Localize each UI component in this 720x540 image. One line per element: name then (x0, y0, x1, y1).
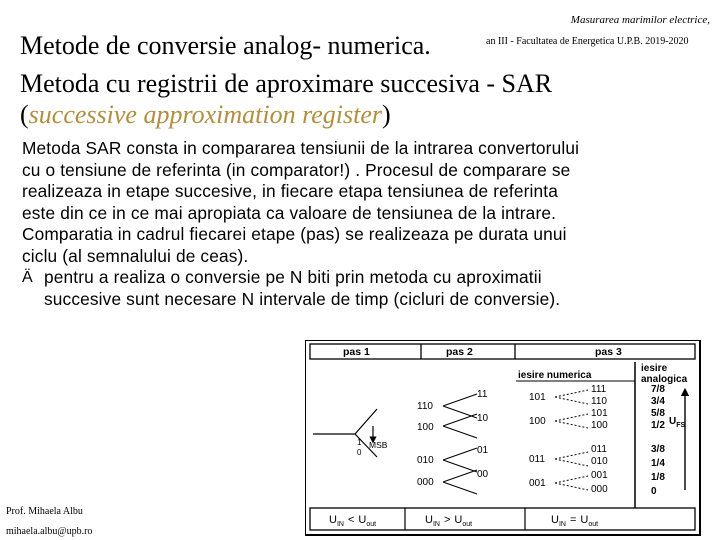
paragraph-line: ciclu (al semnalului de ceas). (22, 245, 249, 266)
step2-code: 010 (417, 455, 434, 466)
cond-u: U (551, 514, 559, 526)
analog-value: 3/4 (651, 396, 665, 407)
digital-code: 110 (591, 396, 607, 407)
digital-code: 111 (591, 384, 607, 395)
cond-op: > (443, 514, 451, 526)
step3-code: 011 (529, 454, 545, 465)
step2-subcode: 10 (477, 413, 489, 424)
author-email: mihaela.albu@upb.ro (6, 526, 93, 537)
course-header: Masurarea marimilor electrice, (570, 14, 710, 26)
author-name: Prof. Mihaela Albu (6, 506, 83, 517)
sar-description-paragraph (22, 138, 712, 267)
sar-approximation-diagram (305, 340, 701, 536)
cond-sub: out (462, 521, 473, 528)
step1-header: pas 1 (343, 346, 370, 358)
digital-code: 011 (591, 444, 607, 455)
cond-op: < (347, 514, 355, 526)
paren-close: ) (382, 100, 391, 129)
msb-label: MSB (369, 440, 388, 450)
cond-sub: IN (336, 521, 344, 528)
step2-subcode: 01 (477, 445, 489, 456)
analog-value: 7/8 (651, 384, 665, 395)
cond-sub: out (588, 521, 599, 528)
digital-code: 000 (591, 484, 608, 495)
bullet-symbol: Ä (22, 269, 33, 286)
ufs-sub: FS (676, 422, 686, 429)
cond-op: = (569, 514, 577, 526)
cond-u: U (454, 514, 463, 526)
paragraph-line: este din ce in ce mai apropiata ca valoare de tensiunea de la intrare. (22, 202, 557, 223)
step3-header: pas 3 (595, 346, 622, 358)
step3-code: 101 (529, 392, 546, 403)
analog-output-header-1: iesire (641, 363, 668, 374)
digital-code: 100 (591, 420, 608, 431)
digital-code: 010 (591, 456, 608, 467)
slide-title-line1: Metode de conversie analog- numerica. (20, 31, 431, 60)
paragraph-line: realizeaza in etape succesive, in fiecare etapa tensiunea de referinta (22, 181, 558, 201)
analog-value: 1/2 (651, 420, 665, 431)
analog-value: 3/8 (651, 444, 665, 455)
paragraph-line: Comparatia in cadrul fiecarei etape (pas) se realizeaza pe durata unui (22, 224, 567, 244)
paren-open: ( (20, 100, 29, 129)
step3-code: 001 (529, 478, 546, 489)
digital-output-header: iesire numerica (518, 370, 592, 381)
step3-code: 100 (529, 416, 546, 427)
paragraph-line: cu o tensiune de referinta (in comparator!) . Procesul de comparare se (22, 159, 571, 180)
digital-code: 101 (591, 408, 608, 419)
step2-subcode: 00 (477, 469, 489, 480)
analog-value: 5/8 (651, 408, 665, 419)
title-italic-term: successive approximation register (28, 100, 383, 129)
analog-value: 1/8 (651, 472, 665, 483)
digital-code: 001 (591, 470, 608, 481)
bullet-item (22, 267, 712, 310)
course-subheader: an III - Facultatea de Energetica U.P.B. 2019-2020 (486, 36, 689, 47)
bullet-line: succesive sunt necesare N intervale de timp (cicluri de conversie). (44, 288, 561, 309)
analog-value: 0 (651, 486, 657, 497)
cond-sub: IN (432, 521, 440, 528)
step2-header: pas 2 (446, 346, 473, 358)
step2-subcode: 11 (477, 389, 488, 400)
cond-sub: IN (558, 521, 566, 528)
step1-code: 0 (357, 448, 362, 457)
analog-output-header-2: analogica (641, 374, 688, 385)
cond-sub: out (366, 521, 377, 528)
cond-u: U (425, 514, 433, 526)
cond-u: U (329, 514, 337, 526)
cond-u: U (580, 514, 589, 526)
slide-title-line3 (20, 101, 391, 129)
step2-code: 000 (417, 477, 434, 488)
step2-code: 100 (417, 422, 434, 433)
slide-body (22, 138, 712, 310)
step1-code: 1 (357, 438, 362, 447)
slide-title-line2: Metoda cu registrii de aproximare succesiva - SAR (20, 69, 553, 98)
cond-u: U (358, 514, 367, 526)
bullet-line: pentru a realiza o conversie pe N biti prin metoda cu aproximatii (44, 267, 542, 287)
ufs-u: U (669, 416, 677, 427)
analog-value: 1/4 (651, 458, 665, 469)
step2-code: 110 (417, 401, 433, 412)
paragraph-line: Metoda SAR consta in compararea tensiunii de la intrarea convertorului (22, 138, 580, 158)
